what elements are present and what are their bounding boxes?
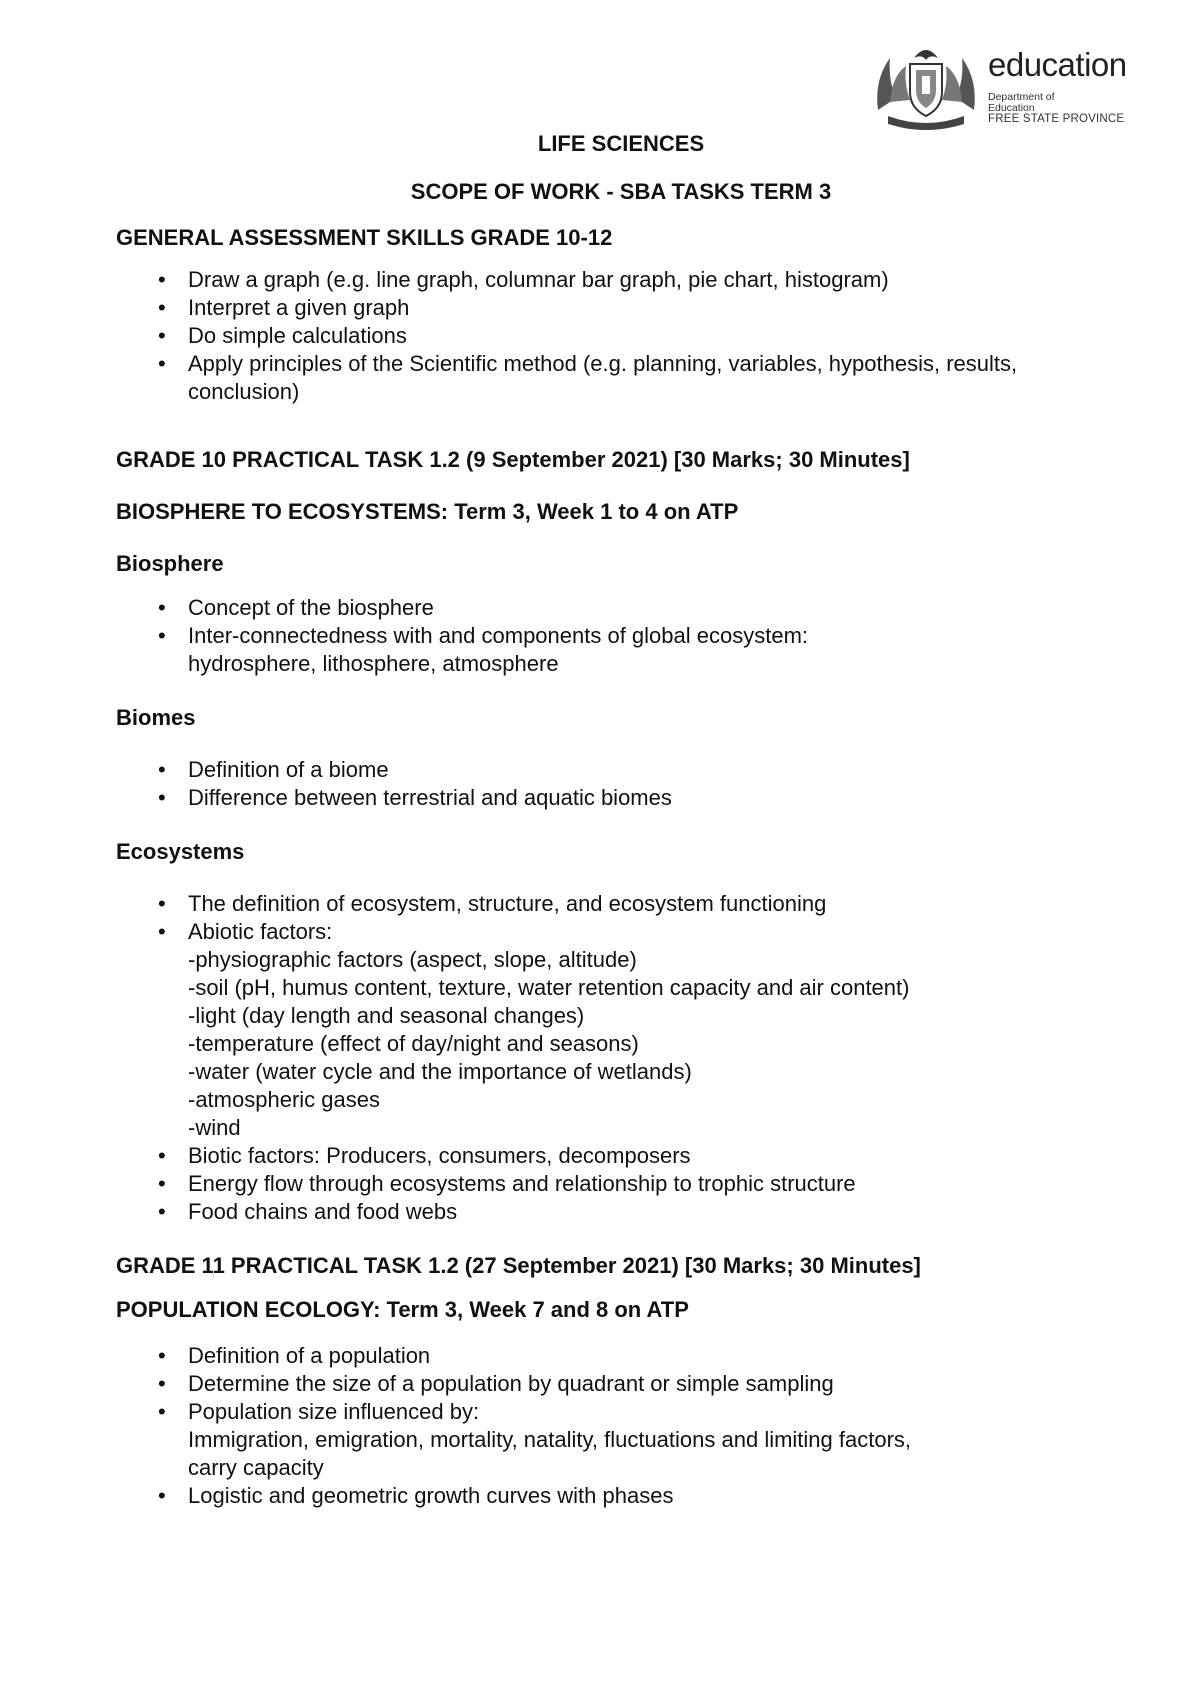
list-item-line: -wind [188, 1115, 241, 1140]
list-item: • Draw a graph (e.g. line graph, columnar bar graph, pie chart, histogram) [116, 266, 1126, 294]
logo-word: education [988, 46, 1127, 83]
list-item-line: -light (day length and seasonal changes) [188, 1003, 585, 1028]
list-item: • Biotic factors: Producers, consumers, decomposers [116, 1142, 1126, 1170]
general-skills-heading: GENERAL ASSESSMENT SKILLS GRADE 10-12 [116, 225, 613, 250]
list-item-line: • Apply principles of the Scientific method (e.g. planning, variables, hypothesis, results, [188, 351, 1018, 376]
list-item-line: conclusion) [188, 379, 300, 404]
list-item: • Definition of a population [116, 1342, 1126, 1370]
list-item [116, 622, 1126, 678]
grade11-topic: POPULATION ECOLOGY: Term 3, Week 7 and 8 on ATP [116, 1297, 689, 1322]
biomes-list [116, 756, 1126, 812]
document-subtitle: SCOPE OF WORK - SBA TASKS TERM 3 [410, 179, 832, 204]
list-item: • Interpret a given graph [116, 294, 1126, 322]
biosphere-list [116, 594, 1126, 678]
grade10-topic: BIOSPHERE TO ECOSYSTEMS: Term 3, Week 1 to 4 on ATP [116, 499, 739, 524]
logo-line-3: FREE STATE PROVINCE [988, 113, 1125, 125]
list-item-line: -physiographic factors (aspect, slope, altitude) [188, 947, 637, 972]
list-item-line: -soil (pH, humus content, texture, water retention capacity and air content) [188, 975, 910, 1000]
list-item [116, 918, 1126, 1142]
grade10-heading: GRADE 10 PRACTICAL TASK 1.2 (9 September 2021) [30 Marks; 30 Minutes] [116, 447, 910, 472]
grade11-heading: GRADE 11 PRACTICAL TASK 1.2 (27 September 2021) [30 Marks; 30 Minutes] [116, 1253, 921, 1278]
list-item: • The definition of ecosystem, structure, and ecosystem functioning [116, 890, 1126, 918]
list-item: • Logistic and geometric growth curves with phases [116, 1482, 1126, 1510]
list-item: • Concept of the biosphere [116, 594, 1126, 622]
population-ecology-list [116, 1342, 1126, 1510]
list-item-line: carry capacity [188, 1455, 324, 1480]
list-item-line: • Inter-connectedness with and components of global ecosystem: [188, 623, 809, 648]
list-item [116, 1398, 1126, 1482]
education-logo [870, 40, 1140, 130]
list-item-line: -temperature (effect of day/night and seasons) [188, 1031, 639, 1056]
ecosystems-heading: Ecosystems [116, 839, 245, 864]
list-item: • Food chains and food webs [116, 1198, 1126, 1226]
list-item-line: hydrosphere, lithosphere, atmosphere [188, 651, 559, 676]
general-skills-list [116, 266, 1126, 406]
biomes-heading: Biomes [116, 705, 196, 730]
list-item-line: Immigration, emigration, mortality, natality, fluctuations and limiting factors, [188, 1427, 912, 1452]
document-title: LIFE SCIENCES [537, 131, 705, 156]
logo-line-2: Education [988, 102, 1035, 114]
coat-of-arms-icon [870, 40, 982, 130]
list-item-line: -water (water cycle and the importance of wetlands) [188, 1059, 692, 1084]
list-item-line: -atmospheric gases [188, 1087, 380, 1112]
document-body [116, 126, 1126, 1510]
list-item: • Difference between terrestrial and aquatic biomes [116, 784, 1126, 812]
logo-line-1: Department of [988, 91, 1055, 103]
list-item: • Definition of a biome [116, 756, 1126, 784]
list-item-line: • Abiotic factors: [188, 919, 333, 944]
ecosystems-list [116, 890, 1126, 1226]
biosphere-heading: Biosphere [116, 551, 224, 576]
list-item [116, 350, 1126, 406]
list-item: • Determine the size of a population by quadrant or simple sampling [116, 1370, 1126, 1398]
list-item-line: • Population size influenced by: [188, 1399, 480, 1424]
list-item: • Do simple calculations [116, 322, 1126, 350]
list-item: • Energy flow through ecosystems and relationship to trophic structure [116, 1170, 1126, 1198]
